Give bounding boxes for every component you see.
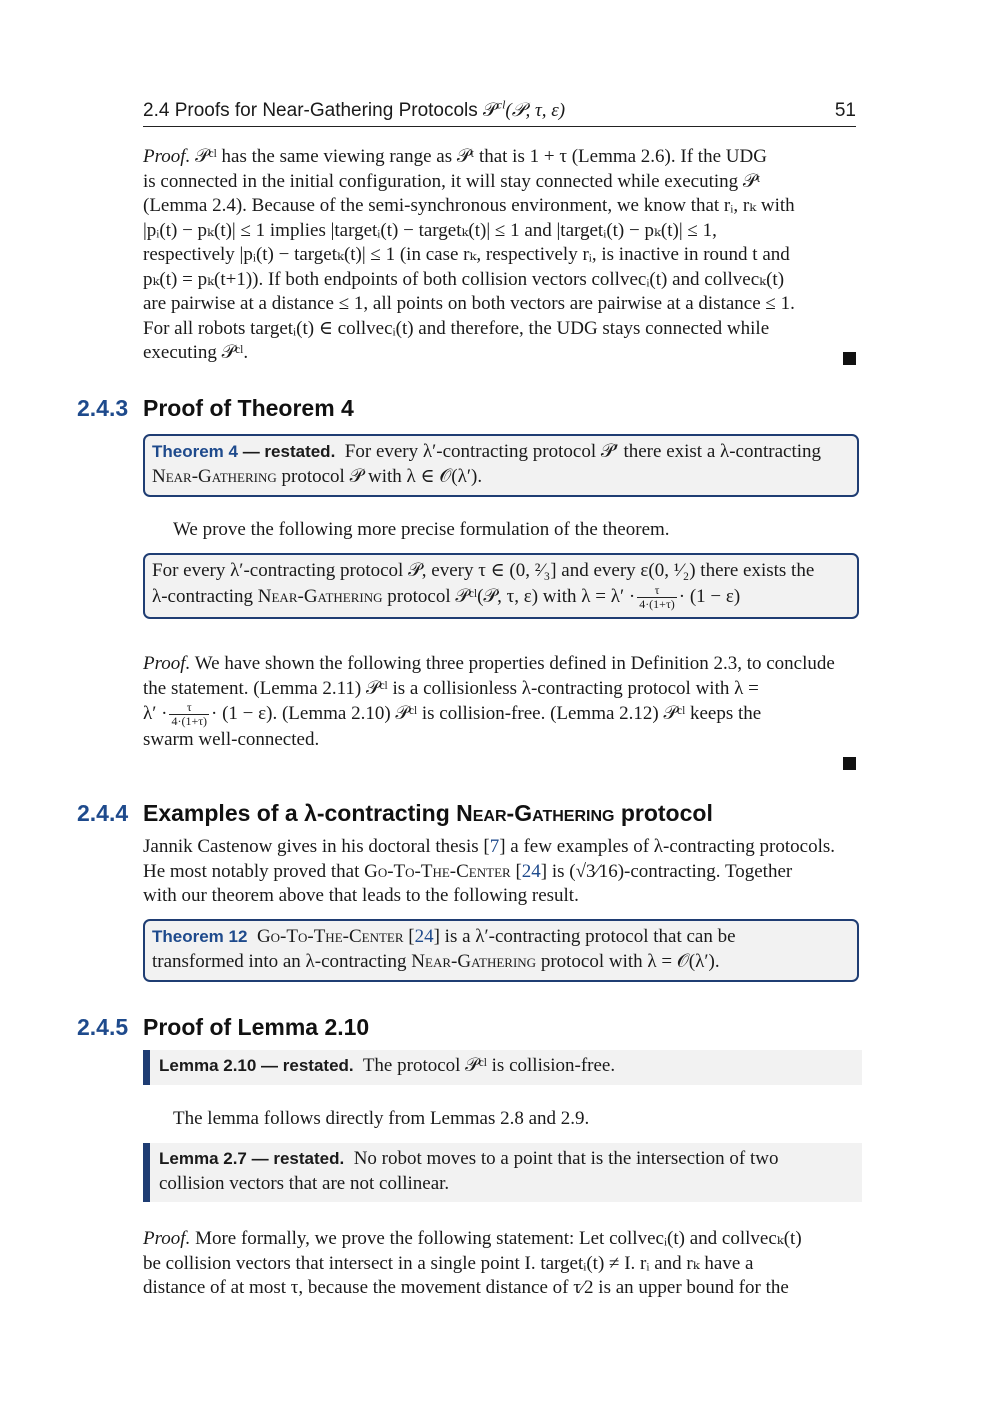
lemma-label: Lemma 2.10 — restated.	[159, 1056, 354, 1075]
paragraph-text: [	[510, 860, 522, 882]
citation-link[interactable]: 7	[489, 836, 500, 857]
paragraph-text: Jannik Castenow gives in his doctoral thesis [	[143, 836, 490, 857]
theorem-text: For every λ′-contracting protocol 𝒫′ there exist a λ-contracting	[344, 441, 822, 462]
proof-line: are pairwise at a distance ≤ 1, all points on both vectors are pairwise at a distance ≤ 1.	[143, 293, 795, 314]
lemma-2-10-box	[143, 1050, 862, 1085]
proof-text: · (1 − ε). (Lemma 2.10) 𝒫ᶜˡ is collision-free. (Lemma 2.12) 𝒫ᶜˡ keeps the	[211, 702, 762, 724]
theorem-line	[152, 925, 851, 950]
intro-paragraph: We prove the following more precise formulation of the theorem.	[173, 519, 670, 540]
protocol-name: Go-To-The-Center	[364, 860, 511, 882]
section-heading-2-4-3	[77, 395, 354, 422]
theorem-line	[152, 440, 851, 465]
theorem-line	[152, 465, 851, 490]
section-title-protocol: Near-Gathering	[456, 800, 615, 826]
fraction-denominator: 4·(1+τ)	[171, 714, 208, 728]
proof-paragraph-1	[143, 145, 856, 366]
theorem-label-rest: — restated.	[237, 442, 336, 461]
fraction	[637, 584, 677, 611]
proof-line: For all robots targetᵢ(t) ∈ collvecᵢ(t) and therefore, the UDG stays connected while	[143, 317, 770, 339]
paragraph-text: He most notably proved that	[143, 860, 365, 882]
proof-text: We have shown the following three properties defined in Definition 2.3, to conclude	[194, 653, 835, 674]
proof-paragraph-2	[143, 652, 856, 753]
proof-text: More formally, we prove the following statement: Let collvecᵢ(t) and collvecₖ(t)	[195, 1228, 802, 1249]
proof-line: swarm well-connected.	[143, 729, 320, 750]
theorem-4-box	[143, 434, 859, 497]
paragraph-lemma-follows: The lemma follows directly from Lemmas 2.8 and 2.9.	[173, 1108, 590, 1129]
proof-label: Proof.	[143, 1228, 191, 1249]
proof-line: distance of at most τ, because the movement distance of τ⁄2 is an upper bound for the	[143, 1277, 789, 1298]
section-heading-2-4-4	[77, 800, 713, 827]
theorem-label	[152, 442, 335, 461]
paragraph-text: ] a few examples of λ-contracting protocols.	[499, 836, 836, 857]
section-title: protocol	[614, 800, 713, 826]
proof-line: pₖ(t) = pₖ(t+1)). If both endpoints of both collision vectors collvecᵢ(t) and collvecₖ(t)	[143, 268, 785, 290]
theorem-line	[152, 950, 851, 975]
paragraph-examples	[143, 835, 856, 909]
lemma-2-7-box	[143, 1143, 862, 1202]
theorem-label	[152, 927, 247, 946]
paragraph-text: ] is (√3⁄16)-contracting. Together	[540, 860, 793, 882]
formulation-text: protocol 𝒫ᶜˡ(𝒫, τ, ε) with λ = λ′ ·	[382, 585, 636, 607]
theorem-12-box	[143, 919, 859, 982]
proof-label: Proof.	[143, 653, 191, 674]
theorem-label-number: Theorem 4	[152, 442, 238, 461]
proof-paragraph-3	[143, 1227, 856, 1301]
theorem-text: transformed into an λ-contracting	[152, 950, 412, 972]
header-title	[143, 97, 566, 122]
section-number: 2.4.5	[77, 1014, 129, 1040]
theorem-text: ] is a λ′-contracting protocol that can be	[433, 926, 736, 947]
lemma-text: No robot moves to a point that is the intersection of two	[353, 1148, 779, 1169]
proof-line: respectively |pᵢ(t) − targetₖ(t)| ≤ 1 (in case rₖ, respectively rᵢ, is inactive in round t and	[143, 244, 790, 265]
citation-link[interactable]: 24	[521, 860, 541, 882]
fraction-denominator: 4·(1+τ)	[639, 596, 675, 611]
header-title-args: (𝒫, τ, ε)	[505, 100, 566, 121]
proof-label: Proof.	[143, 146, 191, 167]
proof-line	[143, 701, 856, 728]
proof-line: |pᵢ(t) − pₖ(t)| ≤ 1 implies |targetᵢ(t) − targetₖ(t)| ≤ 1 and |targetᵢ(t) − pₖ(t)| ≤ 1,	[143, 219, 717, 241]
protocol-name: Near-Gathering	[257, 585, 383, 607]
protocol-name: Near-Gathering	[411, 950, 537, 972]
qed-square	[843, 352, 856, 365]
formulation-box	[143, 553, 859, 619]
citation-link[interactable]: 24	[414, 926, 434, 947]
paragraph-line: with our theorem above that leads to the following result.	[143, 885, 579, 906]
fraction	[169, 701, 209, 728]
theorem-text: protocol 𝒫 with λ ∈ 𝒪(λ′).	[276, 465, 483, 487]
lemma-line: collision vectors that are not collinear.	[159, 1172, 450, 1194]
proof-line: be collision vectors that intersect in a single point I. targetᵢ(t) ≠ I. rᵢ and rₖ have a	[143, 1252, 754, 1274]
section-title: Proof of Lemma 2.10	[143, 1014, 370, 1040]
proof-line: (Lemma 2.4). Because of the semi-synchronous environment, we know that rᵢ, rₖ with	[143, 195, 795, 216]
theorem-text: protocol with λ = 𝒪(λ′).	[536, 950, 720, 972]
section-number: 2.4.4	[77, 800, 129, 826]
section-number: 2.4.3	[77, 395, 129, 421]
protocol-name: Go-To-The-Center	[256, 926, 404, 947]
section-title: Proof of Theorem 4	[143, 395, 354, 421]
formulation-text: · (1 − ε)	[678, 585, 741, 607]
formulation-line: For every λ′-contracting protocol 𝒫, every τ ∈ (0, ²⁄₃] and every ε(0, ¹⁄₂) there exists the	[152, 560, 815, 581]
paragraph-line	[143, 860, 856, 885]
qed-square	[843, 757, 856, 770]
proof-line: is connected in the initial configuration, it will stay connected while executing 𝒫ᵗ	[143, 170, 761, 192]
protocol-name: Near-Gathering	[152, 465, 277, 487]
proof-line	[143, 652, 856, 677]
proof-text: 𝒫ᶜˡ has the same viewing range as 𝒫ᵗ that is 1 + τ (Lemma 2.6). If the UDG	[195, 146, 767, 167]
header-title-sup: cl	[496, 97, 506, 112]
proof-line	[143, 145, 856, 170]
fraction-numerator: τ	[169, 701, 209, 715]
section-title: Examples of a λ-contracting	[143, 800, 457, 826]
theorem-text: [	[403, 926, 415, 947]
proof-line	[143, 1227, 856, 1252]
theorem-label-number: Theorem 12	[152, 927, 248, 946]
fraction-numerator: τ	[637, 584, 677, 598]
lemma-label: Lemma 2.7 — restated.	[159, 1149, 345, 1168]
paragraph-line	[143, 835, 856, 860]
proof-line: executing 𝒫ᶜˡ.	[143, 342, 249, 363]
section-heading-2-4-5	[77, 1014, 369, 1041]
running-header	[143, 98, 856, 127]
proof-line: the statement. (Lemma 2.11) 𝒫ᶜˡ is a collisionless λ-contracting protocol with λ =	[143, 677, 759, 699]
page-number: 51	[834, 100, 856, 121]
lemma-text: The protocol 𝒫ᶜˡ is collision-free.	[362, 1055, 616, 1076]
formulation-line	[152, 584, 851, 611]
lemma-line	[159, 1147, 855, 1172]
proof-text: λ′ ·	[143, 702, 168, 724]
formulation-text: λ-contracting	[152, 585, 258, 607]
header-title-text: 2.4 Proofs for Near-Gathering Protocols 𝒫	[143, 100, 497, 121]
